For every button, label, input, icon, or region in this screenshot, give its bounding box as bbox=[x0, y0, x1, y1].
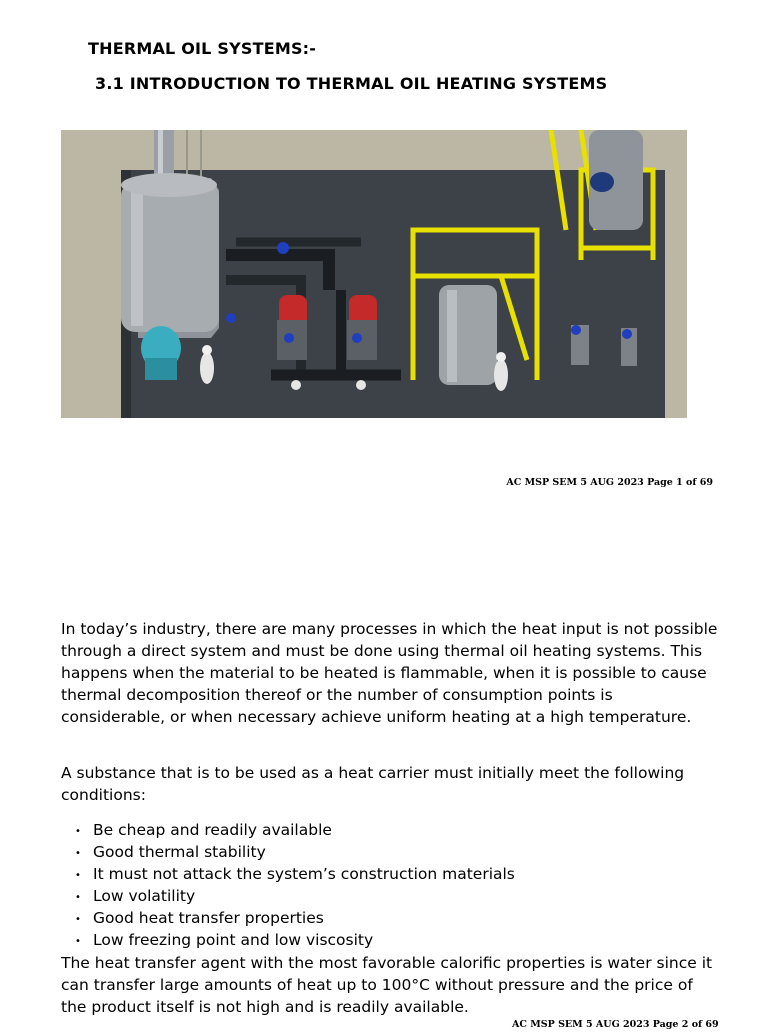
thermal-oil-plant-illustration bbox=[61, 130, 687, 418]
list-item: • Low volatility bbox=[61, 885, 515, 907]
plant-3d-render bbox=[61, 130, 687, 418]
subsection-heading: 3.1 INTRODUCTION TO THERMAL OIL HEATING SYSTEMS bbox=[95, 74, 608, 93]
water-paragraph: The heat transfer agent with the most favorable calorific properties is water since it can transfer large amounts of heat up to 100°C without pressure and the price of the product itself is not high and is readily available. bbox=[61, 954, 713, 1016]
list-item: • Good thermal stability bbox=[61, 841, 515, 863]
list-item: • Be cheap and readily available bbox=[61, 819, 515, 841]
page-footer: AC MSP SEM 5 AUG 2023 Page 1 of 69 bbox=[506, 477, 713, 488]
conditions-paragraph: A substance that is to be used as a heat carrier must initially meet the following conditions: bbox=[61, 764, 685, 804]
list-item: • Low freezing point and low viscosity bbox=[61, 929, 515, 951]
list-item: • Good heat transfer properties bbox=[61, 907, 515, 929]
intro-paragraph: In today’s industry, there are many processes in which the heat input is not possible through a direct system and must be done using thermal oil heating systems. This happens when the material to be heated is flammable, when it is possible to cause thermal decomposition thereof or the number of consumption points is considerable, or when necessary achieve uniform heating at a high temperature. bbox=[61, 620, 718, 726]
next-page-footer: AC MSP SEM 5 AUG 2023 Page 2 of 69 bbox=[512, 1019, 719, 1030]
list-item: • It must not attack the system’s construction materials bbox=[61, 863, 515, 885]
section-heading: THERMAL OIL SYSTEMS:- bbox=[88, 39, 317, 58]
conditions-list bbox=[61, 819, 515, 951]
